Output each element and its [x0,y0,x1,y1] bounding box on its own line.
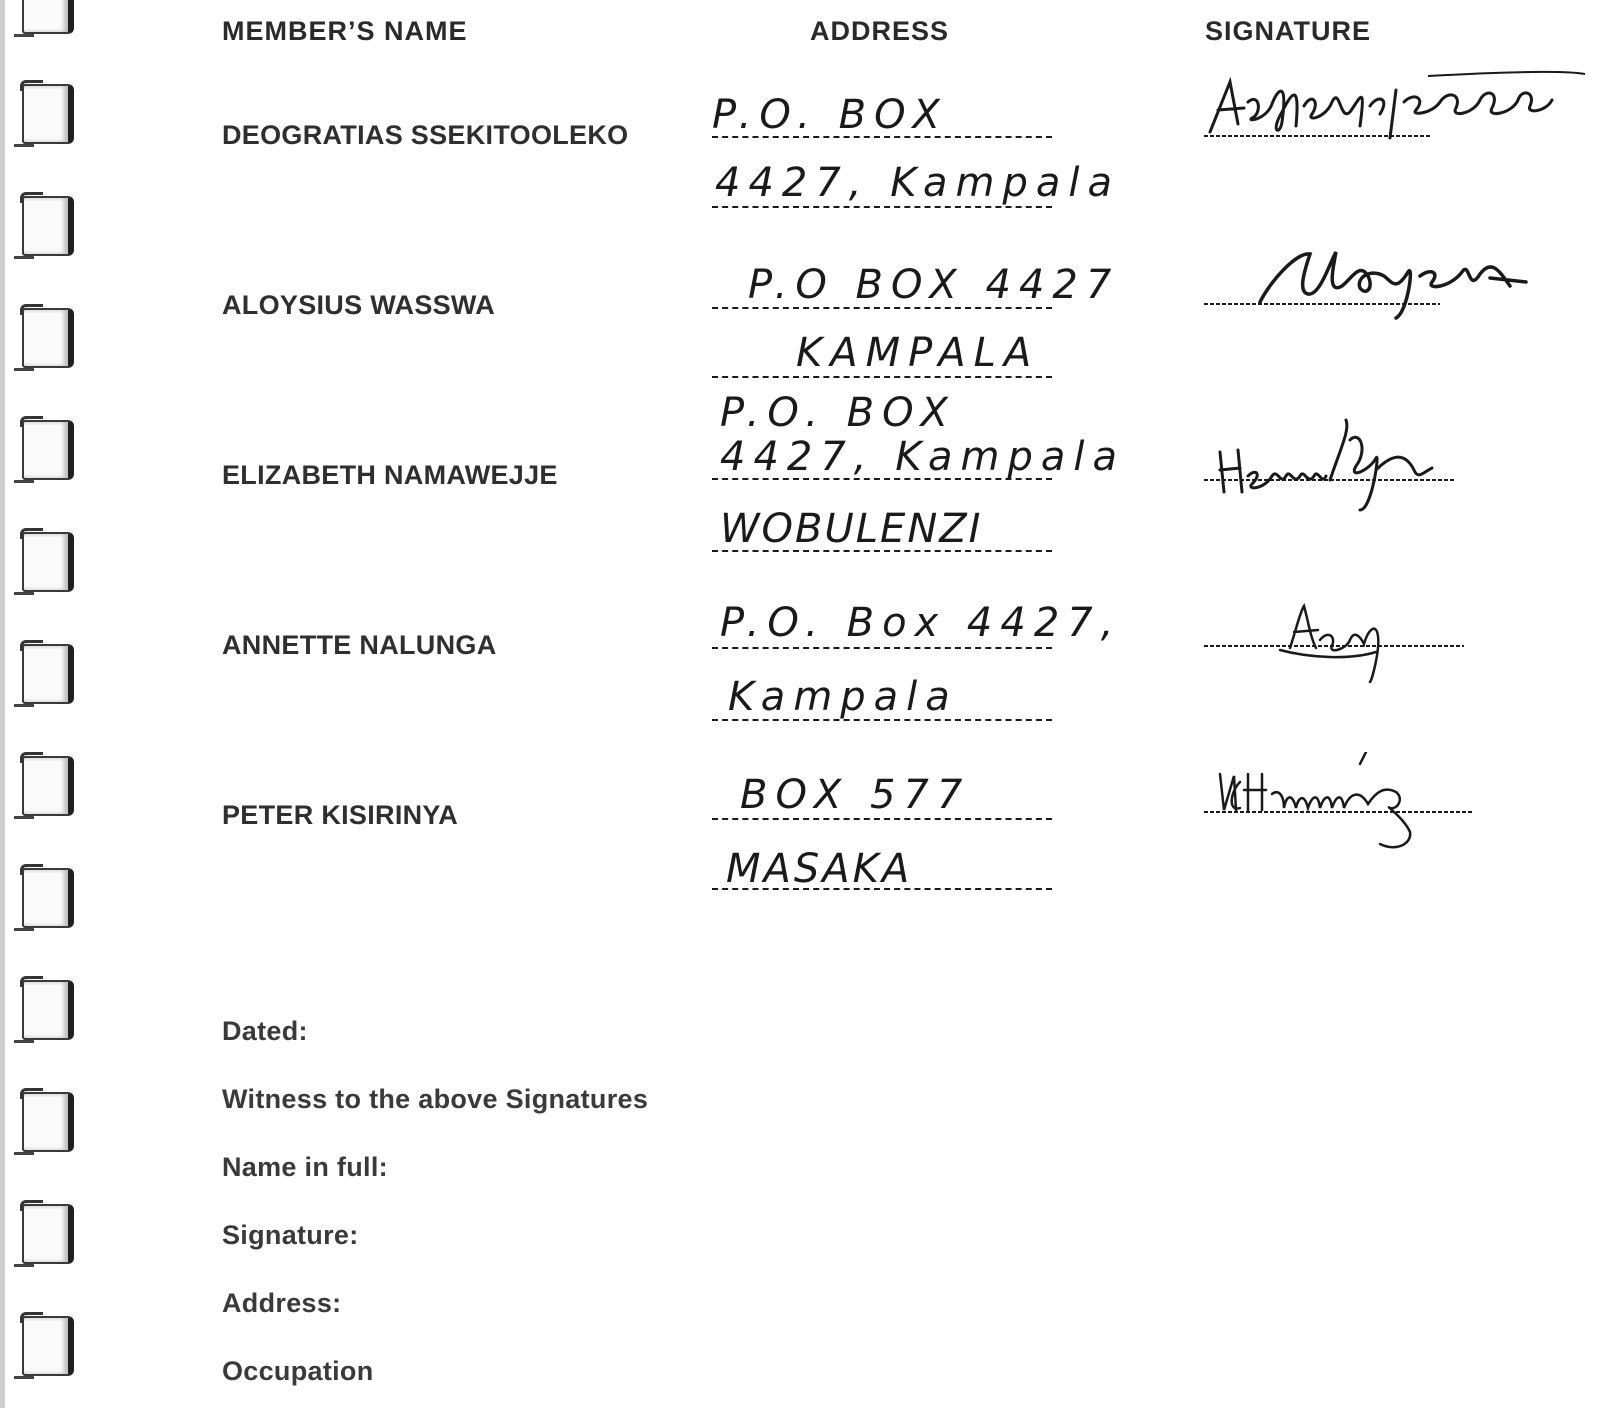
address-line: P.O. BOX [720,390,956,436]
address-line-rule [712,478,1052,480]
binding-ring [8,192,74,260]
binding-ring [8,416,74,484]
member-signature [1200,410,1470,520]
address-line-rule [712,136,1052,138]
name-in-full-label: Name in full: [222,1152,388,1182]
binding-spine [0,0,5,1408]
address-line: 4427, Kampala [715,160,1121,206]
dated-label: Dated: [222,1016,308,1046]
binding-ring [8,304,74,372]
member-signature [1200,62,1590,152]
member-name: ANNETTE NALUNGA [222,630,497,660]
member-name: DEOGRATIAS SSEKITOOLEKO [222,120,629,150]
address-line: P.O BOX 4427 [748,262,1120,308]
signature-label: Signature: [222,1220,359,1250]
address-line-rule [712,206,1052,208]
address-line: MASAKA [726,846,913,892]
address-line: P.O. BOX [712,92,948,138]
member-name: ALOYSIUS WASSWA [222,290,496,320]
member-name: ELIZABETH NAMAWEJJE [222,460,558,490]
witness-label: Witness to the above Signatures [222,1084,649,1114]
address-line: 4427, Kampala [720,434,1126,480]
binding-ring [8,976,74,1044]
member-name: PETER KISIRINYA [222,800,459,830]
address-line: KAMPALA [796,330,1040,376]
binding-ring [8,752,74,820]
spiral-binding [0,0,80,1408]
binding-ring [8,1088,74,1156]
address-line-rule [712,647,1052,649]
binding-ring [8,80,74,148]
address-line-rule [712,307,1052,309]
address-line: P.O. Box 4427, [720,600,1122,646]
member-signature [1200,752,1480,862]
column-header-address: ADDRESS [810,16,950,46]
member-signature [1200,232,1530,322]
member-signature [1200,600,1470,700]
address-label: Address: [222,1288,342,1318]
address-line: WOBULENZI [720,506,983,552]
column-header-signature: SIGNATURE [1205,16,1372,46]
binding-ring [8,1200,74,1268]
binding-ring [8,864,74,932]
binding-ring [8,1312,74,1380]
binding-ring [8,640,74,708]
occupation-label: Occupation [222,1356,374,1386]
address-line: Kampala [728,674,958,720]
binding-ring [8,0,74,38]
address-line-rule [712,376,1052,378]
address-line-rule [712,818,1052,820]
column-header-member-name: MEMBER’S NAME [222,16,468,46]
binding-ring [8,528,74,596]
address-line-rule [712,719,1052,721]
address-line-rule [712,888,1052,890]
address-line: BOX 577 [740,772,971,818]
address-line-rule [712,550,1052,552]
